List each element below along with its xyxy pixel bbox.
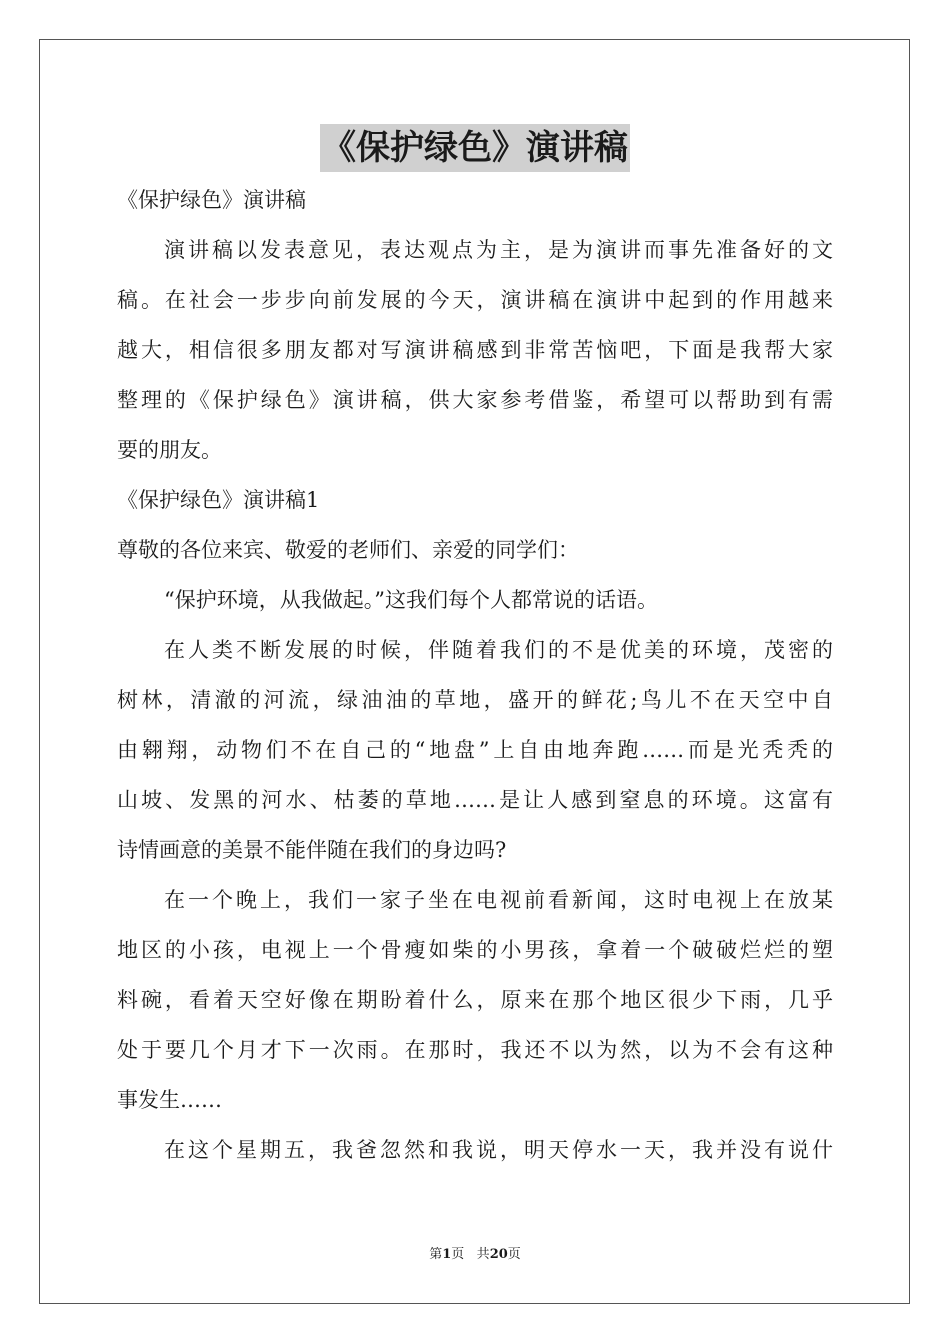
body-line-9: 在人类不断发展的时候，伴随着我们的不是优美的环境，茂密的 <box>164 638 833 662</box>
body-line-16: 料碗，看着天空好像在期盼着什么，原来在那个地区很少下雨，几乎 <box>117 988 833 1012</box>
body-line-19: 在这个星期五，我爸忽然和我说，明天停水一天，我并没有说什 <box>164 1138 833 1162</box>
body-line-18: 事发生…… <box>117 1088 222 1112</box>
body-line-14: 在一个晚上，我们一家子坐在电视前看新闻，这时电视上在放某 <box>164 888 833 912</box>
body-line-10: 树林，清澈的河流，绿油油的草地，盛开的鲜花;鸟儿不在天空中自 <box>117 688 833 712</box>
body-line-1: 演讲稿以发表意见，表达观点为主，是为演讲而事先准备好的文 <box>164 238 833 262</box>
salutation: 尊敬的各位来宾、敬爱的老师们、亲爱的同学们： <box>117 538 579 562</box>
body-line-11: 由翱翔，动物们不在自己的“地盘”上自由地奔跑……而是光秃秃的 <box>117 738 833 762</box>
page-footer <box>0 1246 950 1264</box>
body-line-15: 地区的小孩，电视上一个骨瘦如柴的小男孩，拿着一个破破烂烂的塑 <box>117 938 833 962</box>
body-line-2: 稿。在社会一步步向前发展的今天，演讲稿在演讲中起到的作用越来 <box>117 288 833 312</box>
body-line-17: 处于要几个月才下一次雨。在那时，我还不以为然，以为不会有这种 <box>117 1038 833 1062</box>
footer-total-pages: 20 <box>489 1247 508 1262</box>
subtitle-line: 《保护绿色》演讲稿 <box>117 188 306 212</box>
footer-page-word: 页 <box>451 1247 465 1262</box>
footer-prefix: 第 <box>429 1247 443 1262</box>
body-line-8: “保护环境，从我做起。”这我们每个人都常说的话语。 <box>164 588 658 612</box>
body-line-4: 整理的《保护绿色》演讲稿，供大家参考借鉴，希望可以帮助到有需 <box>117 388 833 412</box>
body-line-12: 山坡、发黑的河水、枯萎的草地……是让人感到窒息的环境。这富有 <box>117 788 833 812</box>
title-wrap <box>0 124 950 172</box>
footer-total-suffix: 页 <box>507 1247 521 1262</box>
document-title: 《保护绿色》演讲稿 <box>320 124 630 172</box>
section-heading: 《保护绿色》演讲稿1 <box>117 488 320 512</box>
footer-current-page: 1 <box>442 1247 452 1262</box>
body-line-5: 要的朋友。 <box>117 438 222 462</box>
body-line-3: 越大，相信很多朋友都对写演讲稿感到非常苦恼吧，下面是我帮大家 <box>117 338 833 362</box>
body-line-13: 诗情画意的美景不能伴随在我们的身边吗? <box>117 838 507 862</box>
footer-total-prefix: 共 <box>476 1247 490 1262</box>
